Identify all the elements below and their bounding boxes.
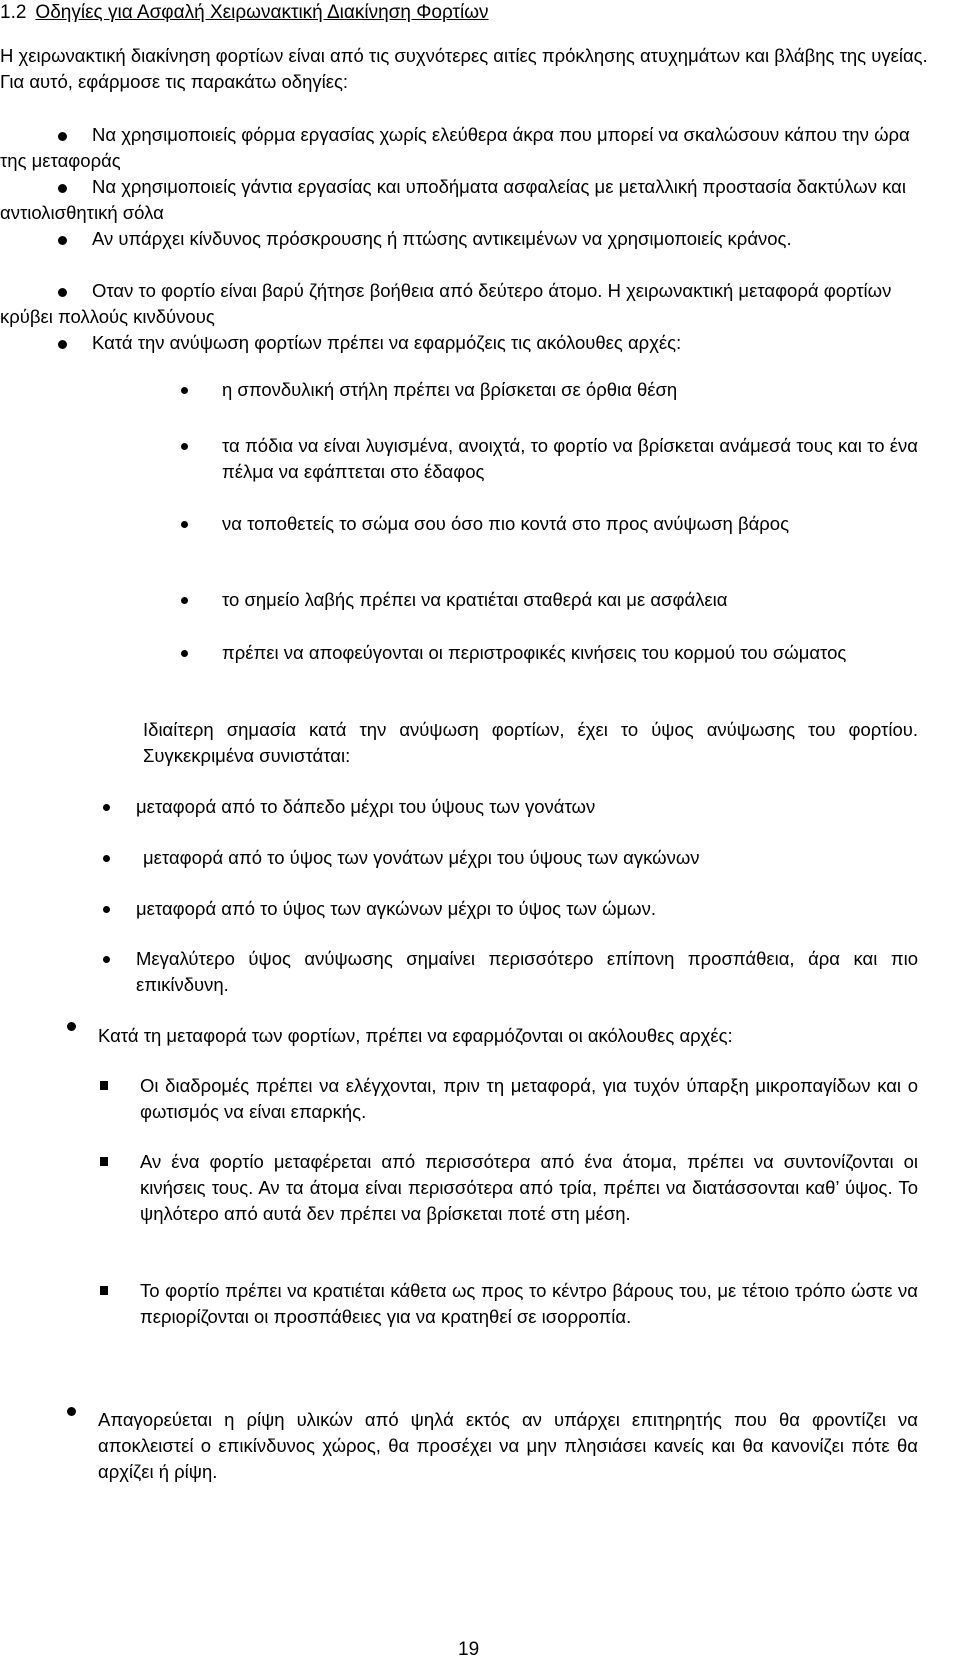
lifting-principle-item: να τοποθετείς το σώμα σου όσο πιο κοντά στο προς ανύψωση βάρος: [222, 513, 790, 534]
lifting-principle-item: η σπονδυλική στήλη πρέπει να βρίσκεται σε όρθια θέση: [222, 379, 678, 400]
bullet: [67, 1022, 76, 1031]
height-list-item: μεταφορά από το δάπεδο μέχρι του ύψους των γονάτων: [136, 796, 596, 817]
main-list-item: Οταν το φορτίο είναι βαρύ ζήτησε βοήθεια από δεύτερο άτομο. Η χειρωνακτική μεταφορά φορτίων κρύβει πολλούς κινδύνους: [0, 280, 892, 327]
square-bullet: [100, 1286, 108, 1295]
section-heading: [0, 0, 489, 26]
square-bullet: [100, 1157, 108, 1166]
height-note-paragraph: Ιδιαίτερη σημασία κατά την ανύψωση φορτίων, έχει το ύψος ανύψωσης του φορτίου. Συγκεκριμένα συνιστάται:: [143, 719, 918, 766]
bullet: [103, 906, 110, 913]
bullet: [181, 443, 188, 450]
lifting-principle-item: πρέπει να αποφεύγονται οι περιστροφικές κινήσεις του κορμού του σώματος: [222, 642, 847, 663]
section-title: Οδηγίες για Ασφαλή Χειρωνακτική Διακίνηση Φορτίων: [35, 2, 489, 23]
bullet: [103, 804, 110, 811]
main-list-item: Αν υπάρχει κίνδυνος πρόσκρουσης ή πτώσης αντικειμένων να χρησιμοποιείς κράνος.: [92, 228, 792, 249]
bullet: [67, 1407, 76, 1416]
transport-list-item: Αν ένα φορτίο μεταφέρεται από περισσότερα από ένα άτομα, πρέπει να συντονίζονται οι κινήσεις τους. Αν τα άτομα είναι περισσότερα από τρία, πρέπει να διατάσσονται καθ’ ύψος. Το ψηλότερο από αυτά δεν πρέπει να βρίσκεται ποτέ στη μέση.: [140, 1151, 918, 1224]
main-list-item: Να χρησιμοποιείς φόρμα εργασίας χωρίς ελεύθερα άκρα που μπορεί να σκαλώσουν κάπου την ώρα της μεταφοράς: [0, 124, 910, 171]
square-bullet: [100, 1081, 108, 1090]
bullet: [103, 855, 110, 862]
transport-intro: Κατά τη μεταφορά των φορτίων, πρέπει να εφαρμόζονται οι ακόλουθες αρχές:: [98, 1025, 733, 1046]
bullet: [181, 521, 188, 528]
throwing-rule-paragraph: Απαγορεύεται η ρίψη υλικών από ψηλά εκτός αν υπάρχει επιτηρητής που θα φροντίζει να αποκλειστεί ο επικίνδυνος χώρος, θα προσέχει να μην πλησιάσει κανείς και θα κανονίζει πότε θα αρχίζει ή ρίψη.: [98, 1409, 918, 1482]
lifting-principle-item: τα πόδια να είναι λυγισμένα, ανοιχτά, το φορτίο να βρίσκεται ανάμεσά τους και το ένα πέλμα να εφάπτεται στο έδαφος: [222, 435, 918, 482]
lifting-principle-item: το σημείο λαβής πρέπει να κρατιέται σταθερά και με ασφάλεια: [222, 589, 728, 610]
height-list-item: μεταφορά από το ύψος των αγκώνων μέχρι το ύψος των ώμων.: [136, 898, 657, 919]
bullet: [103, 956, 110, 963]
main-list-item: Να χρησιμοποιείς γάντια εργασίας και υποδήματα ασφαλείας με μεταλλική προστασία δακτύλων και αντιολισθητική σόλα: [0, 176, 906, 223]
page-number: 19: [458, 1639, 480, 1660]
bullet: [181, 650, 188, 657]
height-list-item: Μεγαλύτερο ύψος ανύψωσης σημαίνει περισσότερο επίπονη προσπάθεια, άρα και πιο επικίνδυνη.: [136, 948, 918, 995]
main-list-item: Κατά την ανύψωση φορτίων πρέπει να εφαρμόζεις τις ακόλουθες αρχές:: [92, 332, 682, 353]
bullet: [181, 597, 188, 604]
transport-list-item: Το φορτίο πρέπει να κρατιέται κάθετα ως προς το κέντρο βάρους του, με τέτοιο τρόπο ώστε να περιορίζονται οι προσπάθειες για να κρατηθεί σε ισορροπία.: [140, 1280, 918, 1327]
bullet: [58, 340, 67, 349]
transport-list-item: Οι διαδρομές πρέπει να ελέγχονται, πριν τη μεταφορά, για τυχόν ύπαρξη μικροπαγίδων και ο φωτισμός να είναι επαρκής.: [140, 1075, 918, 1122]
intro-paragraph: Η χειρωνακτική διακίνηση φορτίων είναι από τις συχνότερες αιτίες πρόκλησης ατυχημάτων και βλάβης της υγείας. Για αυτό, εφάρμοσε τις παρακάτω οδηγίες:: [0, 45, 928, 92]
section-number: 1.2: [0, 2, 27, 23]
bullet: [181, 387, 188, 394]
height-list-item: μεταφορά από το ύψος των γονάτων μέχρι του ύψους των αγκώνων: [143, 847, 700, 868]
